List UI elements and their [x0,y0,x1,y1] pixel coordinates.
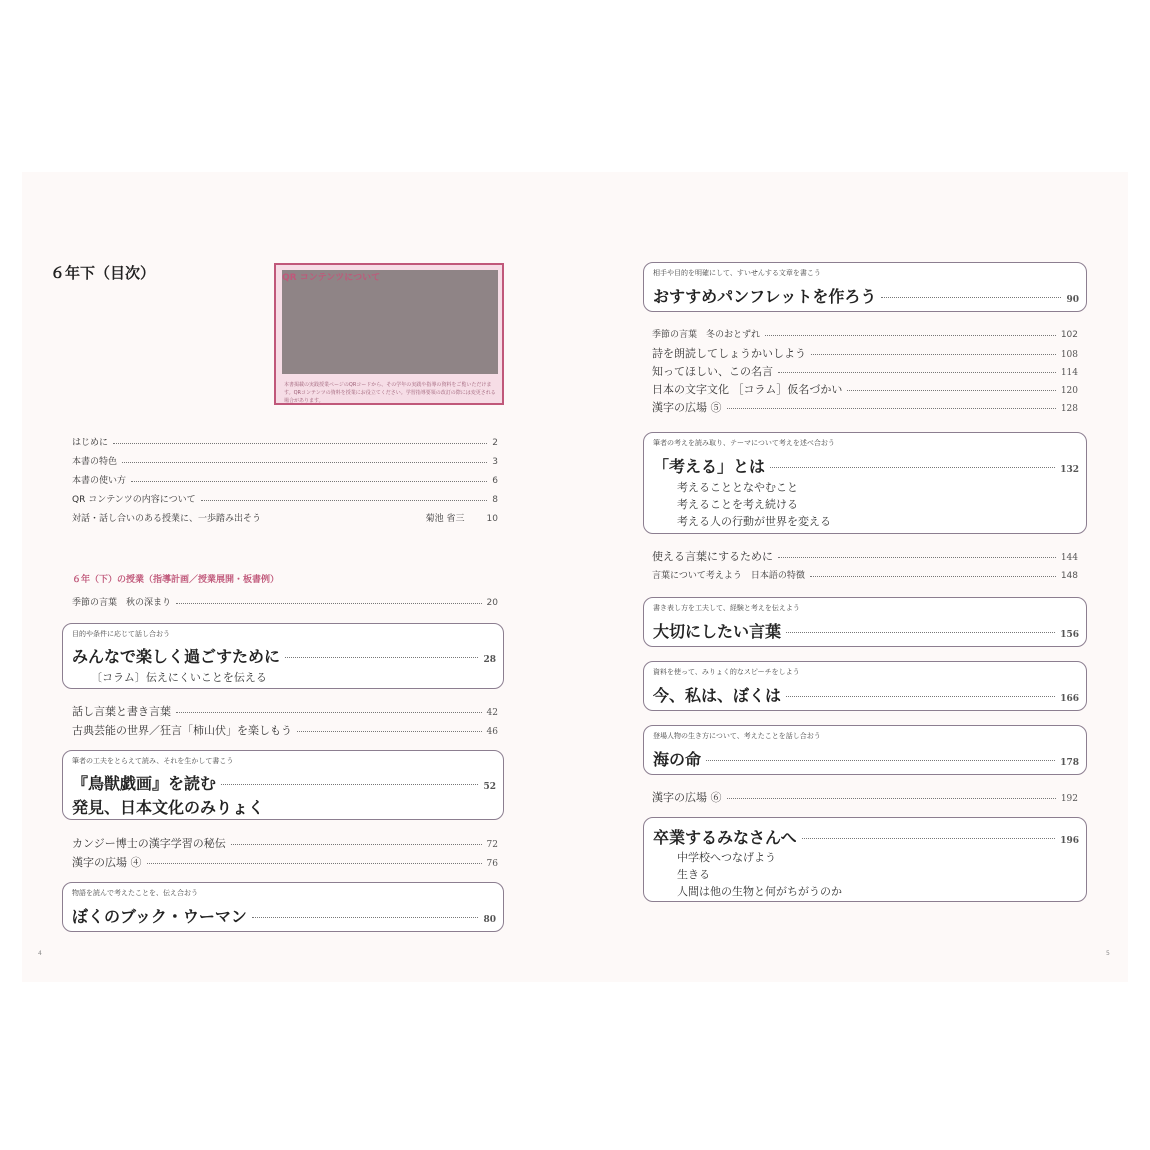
toc-row-kanji-hiroba-4[interactable]: 漢字の広場 ④ 76 [72,856,498,869]
unit-box-chojugiga[interactable]: 筆者の工夫をとらえて読み、それを生かして書こう 『鳥獣戯画』を読む 52 発見、日本文化のみりょく [62,750,504,820]
toc-row-kyogen[interactable]: 古典芸能の世界／狂言「柿山伏」を楽しもう 46 [72,724,498,737]
unit-box-umi-no-inochi[interactable]: 登場人物の生き方について、考えたことを話し合おう 海の命 178 [643,725,1087,775]
toc-row-kanji-hiroba-6[interactable]: 漢字の広場 ⑥ 192 [652,791,1078,804]
unit-box-pamphlet[interactable]: 相手や目的を明確にして、すいせんする文章を書こう おすすめパンフレットを作ろう 90 [643,262,1087,312]
toc-row-nihongo[interactable]: 言葉について考えよう 日本語の特徴 148 [652,571,1078,581]
toc-row-tsukaeru[interactable]: 使える言葉にするために 144 [652,550,1078,563]
toc-row-poem[interactable]: 詩を朗読してしょうかいしよう 108 [652,347,1078,360]
toc-row-kanji-hiden[interactable]: カンジー博士の漢字学習の秘伝 72 [72,837,498,850]
unit-box-book-woman[interactable]: 物語を読んで考えたことを、伝え合おう ぼくのブック・ウーマン 80 [62,882,504,932]
qr-box-note: 本書掲載の実践授業ページのQRコードから、その学年の実践や指導の資料をご覧いただけます。QRコンテンツの資料を授業にお役立てください。学習指導要領の改訂の際には変更される場合があります。 [284,382,496,404]
toc-row-hanashi[interactable]: 話し言葉と書き言葉 42 [72,705,498,718]
unit-box-kangaeru[interactable]: 筆者の考えを読み取り、テーマについて考えを述べ合おう 「考える」とは 132 考えることとなやむこと 考えることを考え続ける 考える人の行動が世界を変える [643,432,1087,534]
page-title: ６年下（目次） [50,264,156,282]
qr-box-title: QR コンテンツについて [282,273,381,283]
toc-row-moji-bunka[interactable]: 日本の文字文化 ［コラム］仮名づかい 120 [652,383,1078,396]
toc-row-winter[interactable]: 季節の言葉 冬のおとずれ 102 [652,330,1078,340]
qr-info-box [274,263,504,405]
unit-box-speech[interactable]: 資料を使って、みりょく的なスピーチをしよう 今、私は、ぼくは 166 [643,661,1087,711]
qr-sample-image [282,270,498,374]
toc-row-dialogue[interactable]: 対話・話し合いのある授業に、一歩踏み出そう 菊池 省三 10 [72,511,498,524]
toc-row-autumn[interactable]: 季節の言葉 秋の深まり 20 [72,598,498,608]
unit-box-taisetsu[interactable]: 書き表し方を工夫して、経験と考えを伝えよう 大切にしたい言葉 156 [643,597,1087,647]
toc-row-howto[interactable]: 本書の使い方 6 [72,476,498,486]
page-number-right: 5 [1106,950,1110,957]
section-heading: ６年（下）の授業（指導計画／授業展開・板書例） [72,575,280,585]
toc-row-features[interactable]: 本書の特色 3 [72,457,498,467]
toc-row-meigen[interactable]: 知ってほしい、この名言 114 [652,365,1078,378]
unit-box-sotsugyo[interactable]: 卒業するみなさんへ 196 中学校へつなげよう 生きる 人間は他の生物と何がちがうのか [643,817,1087,902]
toc-row-qr-contents[interactable]: QR コンテンツの内容について 8 [72,495,498,505]
toc-row-kanji-hiroba-5[interactable]: 漢字の広場 ⑤ 128 [652,401,1078,414]
unit-box-tanoshiku[interactable]: 目的や条件に応じて話し合おう みんなで楽しく過ごすために 28 〔コラム〕伝えにくいことを伝える [62,623,504,689]
page-number-left: 4 [38,950,42,957]
toc-row-intro[interactable]: はじめに 2 [72,438,498,448]
author-name: 菊池 省三 [425,514,465,524]
